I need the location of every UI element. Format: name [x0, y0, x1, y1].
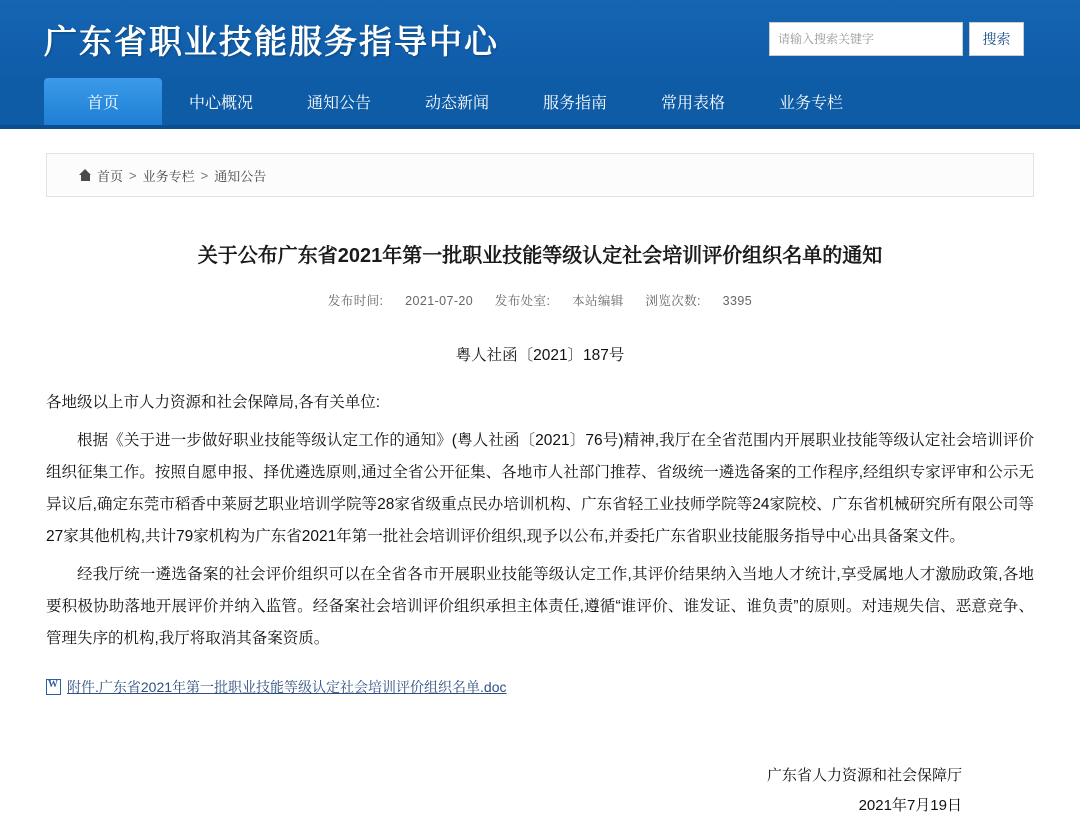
- article-paragraph: 各地级以上市人力资源和社会保障局,各有关单位:: [46, 394, 381, 411]
- document-number: 粤人社函〔2021〕187号: [455, 347, 625, 364]
- nav-item-forms[interactable]: 常用表格: [660, 95, 725, 112]
- breadcrumb-separator: >: [200, 167, 209, 183]
- page-title: 关于公布广东省2021年第一批职业技能等级认定社会培训评价组织名单的通知: [197, 245, 883, 267]
- publisher-value: 本站编辑: [572, 294, 624, 308]
- attachment-link[interactable]: 附件.广东省2021年第一批职业技能等级认定社会培训评价组织名单.doc: [67, 679, 507, 695]
- article-body: [46, 387, 1034, 655]
- signature-org: 广东省人力资源和社会保障厅: [766, 767, 962, 784]
- site-title: 广东省职业技能服务指导中心: [44, 22, 499, 60]
- article-meta: [46, 291, 1034, 309]
- home-icon: [79, 169, 92, 181]
- article: [46, 197, 1034, 821]
- search-input[interactable]: [769, 22, 963, 56]
- breadcrumb-item-home[interactable]: 首页: [97, 168, 124, 184]
- search-button[interactable]: 搜索: [969, 22, 1024, 56]
- article-paragraph: 根据《关于进一步做好职业技能等级认定工作的通知》(粤人社函〔2021〕76号)精神,我厅在全省范围内开展职业技能等级认定社会培训评价组织征集工作。按照自愿申报、择优遴选原则,通过全省公开征集、各地市人社部门推荐、省级统一遴选备案的工作程序,经组织专家评审和公示无异议后,确定东莞市稻香中莱厨艺职业培训学院等28家省级重点民办培训机构、广东省轻工业技师学院等24家院校、广东省机械研究所有限公司等27家其他机构,共计79家机构为广东省2021年第一批社会培训评价组织,现予以公布,并委托广东省职业技能服务指导中心出具备案文件。: [46, 432, 1034, 545]
- views-label: 浏览次数:: [645, 294, 701, 308]
- search-box: [769, 22, 1024, 56]
- nav-item-center-overview[interactable]: 中心概况: [188, 95, 253, 112]
- signature-date: 2021年7月19日: [858, 797, 962, 814]
- nav-item-business-column[interactable]: 业务专栏: [778, 95, 843, 112]
- breadcrumb-separator: >: [129, 167, 137, 183]
- nav-underline: [0, 125, 1080, 129]
- breadcrumb: [46, 153, 1034, 197]
- breadcrumb-item-business-column[interactable]: 业务专栏: [142, 168, 195, 184]
- nav-item-notices[interactable]: 通知公告: [306, 95, 371, 112]
- nav-item-news[interactable]: 动态新闻: [424, 95, 489, 112]
- publish-time-value: 2021-07-20: [405, 294, 474, 308]
- attachment-row[interactable]: [46, 677, 1034, 697]
- breadcrumb-item-notices[interactable]: 通知公告: [214, 168, 267, 184]
- site-header: [0, 0, 1080, 78]
- main-nav: [0, 78, 1080, 125]
- publisher-label: 发布处室:: [494, 294, 551, 308]
- word-doc-icon: [46, 679, 61, 695]
- views-count: 3395: [722, 294, 753, 308]
- nav-item-service-guide[interactable]: 服务指南: [542, 95, 607, 112]
- article-paragraph: 经我厅统一遴选备案的社会评价组织可以在全省各市开展职业技能等级认定工作,其评价结果纳入当地人才统计,享受属地人才激励政策,各地要积极协助落地开展评价并纳入监管。经备案社会培训评价组织承担主体责任,遵循“谁评价、谁发证、谁负责”的原则。对违规失信、恶意竞争、管理失序的机构,我厅将取消其备案资质。: [46, 566, 1034, 647]
- publish-time-label: 发布时间:: [327, 294, 384, 308]
- signature-block: [46, 761, 1034, 821]
- nav-item-home[interactable]: 首页: [44, 78, 162, 125]
